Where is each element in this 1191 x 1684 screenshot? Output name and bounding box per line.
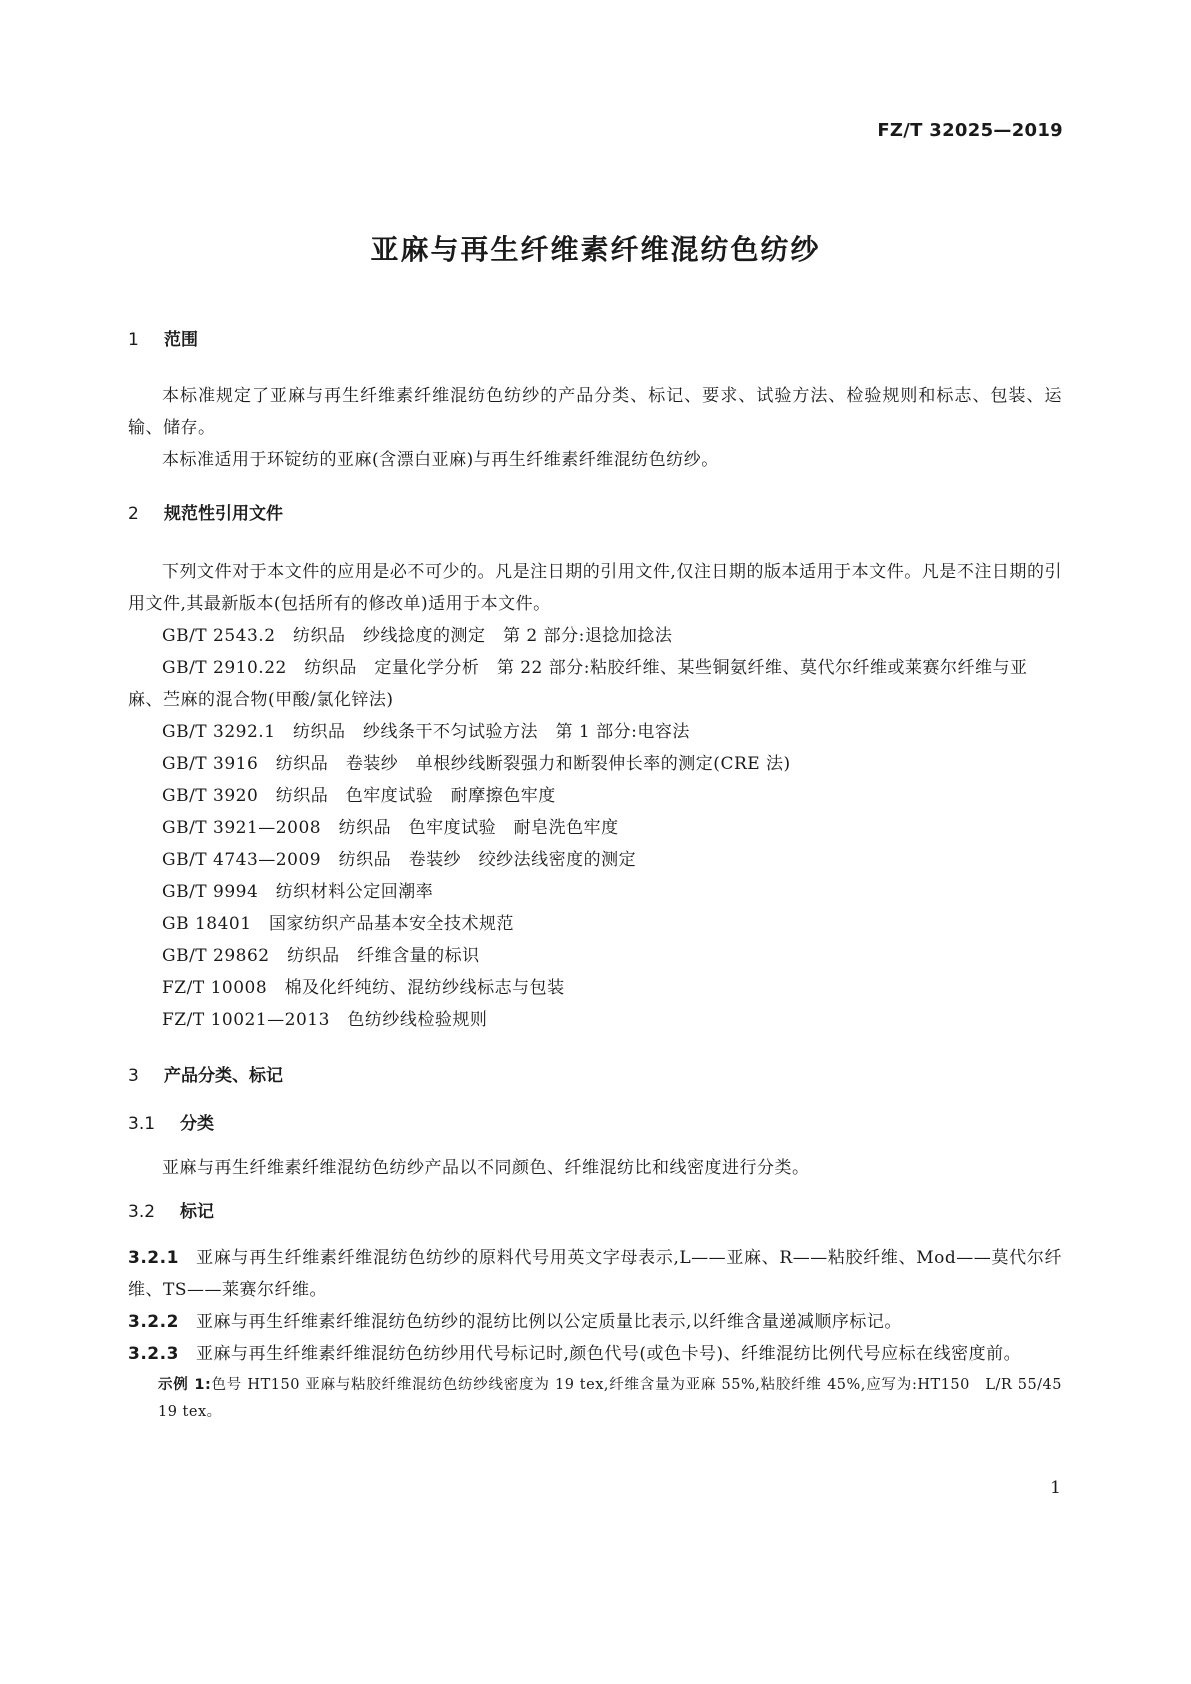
clause-text: 亚麻与再生纤维素纤维混纺色纺纱的原料代号用英文字母表示,L——亚麻、R——粘胶纤维、Mod——莫代尔纤维、TS——莱赛尔纤维。	[128, 1248, 1062, 1300]
section-number: 1	[128, 330, 139, 350]
section-3-1-heading	[128, 1110, 1062, 1138]
reference-item: FZ/T 10008 棉及化纤纯纺、混纺纱线标志与包装	[162, 978, 565, 998]
paragraph: 下列文件对于本文件的应用是必不可少的。凡是注日期的引用文件,仅注日期的版本适用于本文件。凡是不注日期的引用文件,其最新版本(包括所有的修改单)适用于本文件。	[128, 562, 1062, 614]
page-number: 1	[1050, 1478, 1061, 1498]
document-title: 亚麻与再生纤维素纤维混纺色纺纱	[370, 233, 821, 266]
example-text: 色号 HT150 亚麻与粘胶纤维混纺色纺纱线密度为 19 tex,纤维含量为亚麻 55%,粘胶纤维 45%,应写为:HT150 L/R 55/45 19 tex。	[158, 1377, 1063, 1420]
paragraph: 亚麻与再生纤维素纤维混纺色纺纱产品以不同颜色、纤维混纺比和线密度进行分类。	[162, 1158, 810, 1178]
section-number: 2	[128, 504, 139, 524]
reference-list	[128, 620, 1062, 1036]
paragraph: 本标准规定了亚麻与再生纤维素纤维混纺色纺纱的产品分类、标记、要求、试验方法、检验规则和标志、包装、运输、储存。	[128, 386, 1062, 438]
reference-item: GB/T 9994 纺织材料公定回潮率	[162, 882, 434, 902]
section-title: 标记	[180, 1202, 214, 1222]
section-3-heading	[128, 1062, 1062, 1090]
clause-3-2-2	[128, 1306, 1062, 1338]
reference-item: GB/T 3292.1 纺织品 纱线条干不匀试验方法 第 1 部分:电容法	[162, 722, 690, 742]
section-title: 规范性引用文件	[164, 504, 283, 524]
clause-text: 亚麻与再生纤维素纤维混纺色纺纱的混纺比例以公定质量比表示,以纤维含量递减顺序标记。	[196, 1312, 902, 1332]
clause-number: 3.2.2	[128, 1312, 179, 1332]
reference-item: FZ/T 10021—2013 色纺纱线检验规则	[162, 1010, 488, 1030]
reference-item: GB/T 2543.2 纺织品 纱线捻度的测定 第 2 部分:退捻加捻法	[162, 626, 673, 646]
clause-text: 亚麻与再生纤维素纤维混纺色纺纱用代号标记时,颜色代号(或色卡号)、纤维混纺比例代号应标在线密度前。	[196, 1344, 1022, 1364]
reference-item: GB/T 3920 纺织品 色牢度试验 耐摩擦色牢度	[162, 786, 556, 806]
section-title: 分类	[180, 1114, 214, 1134]
section-3-2-heading	[128, 1198, 1062, 1226]
reference-item: GB/T 3916 纺织品 卷装纱 单根纱线断裂强力和断裂伸长率的测定(CRE 法)	[162, 754, 791, 774]
example-1	[128, 1372, 1062, 1426]
example-label: 示例 1:	[158, 1377, 212, 1393]
reference-item: GB/T 2910.22 纺织品 定量化学分析 第 22 部分:粘胶纤维、某些铜氨纤维、莫代尔纤维或莱赛尔纤维与亚麻、苎麻的混合物(甲酸/氯化锌法)	[128, 658, 1028, 710]
clause-3-2-1	[128, 1242, 1062, 1306]
section-2-heading	[128, 500, 1062, 528]
section-title: 范围	[164, 330, 198, 350]
reference-item: GB 18401 国家纺织产品基本安全技术规范	[162, 914, 515, 934]
clause-number: 3.2.3	[128, 1344, 179, 1364]
clause-3-2-3	[128, 1338, 1062, 1370]
document-body	[128, 326, 1062, 1426]
section-1-heading	[128, 326, 1062, 354]
paragraph: 本标准适用于环锭纺的亚麻(含漂白亚麻)与再生纤维素纤维混纺色纺纱。	[162, 450, 719, 470]
reference-item: GB/T 3921—2008 纺织品 色牢度试验 耐皂洗色牢度	[162, 818, 619, 838]
section-number: 3.2	[128, 1202, 156, 1222]
reference-item: GB/T 29862 纺织品 纤维含量的标识	[162, 946, 480, 966]
section-number: 3	[128, 1066, 139, 1086]
standard-code: FZ/T 32025—2019	[877, 120, 1063, 141]
section-title: 产品分类、标记	[164, 1066, 283, 1086]
reference-item: GB/T 4743—2009 纺织品 卷装纱 绞纱法线密度的测定	[162, 850, 637, 870]
section-number: 3.1	[128, 1114, 156, 1134]
clause-number: 3.2.1	[128, 1248, 179, 1268]
